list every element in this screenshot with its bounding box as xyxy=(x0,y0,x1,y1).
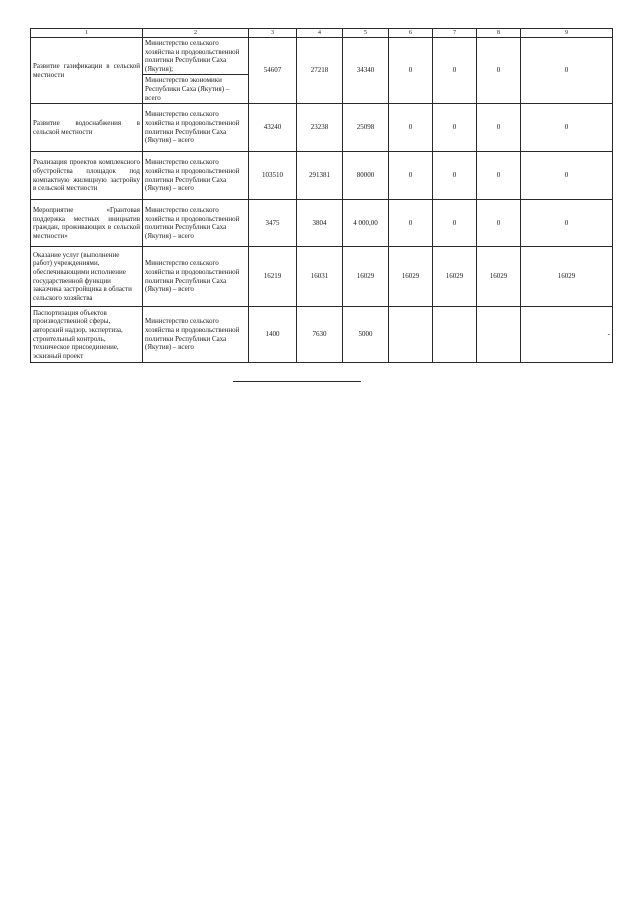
value-cell: 23238 xyxy=(297,104,343,152)
column-number-row xyxy=(31,29,613,38)
program-name-cell: Паспортизация объектов производственной сферы, авторский надзор, экспертиза, строительный контроль, техническое присоединение, эскизный проект xyxy=(31,307,143,363)
column-number: 4 xyxy=(297,29,343,38)
value-cell: 0 xyxy=(477,104,521,152)
column-number: 6 xyxy=(389,29,433,38)
value-cell xyxy=(389,307,433,363)
value-cell: 16029 xyxy=(389,247,433,307)
value-cell: 0 xyxy=(521,200,613,247)
executor-cell: Министерство экономики Республики Саха (Якутия) – всего xyxy=(143,75,249,104)
table-row xyxy=(31,104,613,152)
value-cell: 16029 xyxy=(343,247,389,307)
value-cell: 0 xyxy=(477,200,521,247)
executor-cell: Министерство сельского хозяйства и продовольственной политики Республики Саха (Якутия); xyxy=(143,38,249,75)
executor-cell: Министерство сельского хозяйства и продовольственной политики Республики Саха (Якутия) – всего xyxy=(143,307,249,363)
value-cell: 291381 xyxy=(297,152,343,200)
column-number: 1 xyxy=(31,29,143,38)
column-number: 3 xyxy=(249,29,297,38)
value-cell: 0 xyxy=(433,104,477,152)
value-cell: 34340 xyxy=(343,38,389,104)
table-row xyxy=(31,247,613,307)
executor-cell: Министерство сельского хозяйства и продовольственной политики Республики Саха (Якутия) – всего xyxy=(143,152,249,200)
program-name-cell: Реализация проектов комплексного обустройства площадок под компактную жилищную застройку в сельской местности xyxy=(31,152,143,200)
value-cell: 3475 xyxy=(249,200,297,247)
value-cell: - xyxy=(521,307,613,363)
value-cell: 0 xyxy=(389,200,433,247)
value-cell: 43240 xyxy=(249,104,297,152)
table-row xyxy=(31,152,613,200)
table-row xyxy=(31,38,613,75)
value-cell: 16029 xyxy=(477,247,521,307)
value-cell: 0 xyxy=(433,152,477,200)
value-cell: 103510 xyxy=(249,152,297,200)
value-cell: 27218 xyxy=(297,38,343,104)
value-cell: 0 xyxy=(389,152,433,200)
column-number: 2 xyxy=(143,29,249,38)
executor-cell: Министерство сельского хозяйства и продовольственной политики Республики Саха (Якутия) – всего xyxy=(143,104,249,152)
value-cell: 3804 xyxy=(297,200,343,247)
value-cell: 0 xyxy=(477,152,521,200)
value-cell: 7630 xyxy=(297,307,343,363)
value-cell: 16029 xyxy=(433,247,477,307)
executor-cell: Министерство сельского хозяйства и продовольственной политики Республики Саха (Якутия) – всего xyxy=(143,200,249,247)
executor-cell: Министерство сельского хозяйства и продовольственной политики Республики Саха (Якутия) – всего xyxy=(143,247,249,307)
column-number: 5 xyxy=(343,29,389,38)
value-cell: 0 xyxy=(521,104,613,152)
program-name-cell: Мероприятие «Грантовая поддержка местных инициатив граждан, проживающих в сельской местности» xyxy=(31,200,143,247)
closing-line xyxy=(233,381,361,382)
table-row xyxy=(31,307,613,363)
table-row xyxy=(31,200,613,247)
column-number: 9 xyxy=(521,29,613,38)
value-cell: 16219 xyxy=(249,247,297,307)
value-cell: 80000 xyxy=(343,152,389,200)
value-cell: 54607 xyxy=(249,38,297,104)
value-cell: 16029 xyxy=(521,247,613,307)
value-cell: 4 000,00 xyxy=(343,200,389,247)
value-cell: 0 xyxy=(433,200,477,247)
program-name-cell: Оказание услуг (выполнение работ) учреждениями, обеспечивающими исполнение государственной функции заказчика застройщика в области сельского хозяйства xyxy=(31,247,143,307)
column-number: 7 xyxy=(433,29,477,38)
value-cell: 0 xyxy=(389,38,433,104)
value-cell: 0 xyxy=(389,104,433,152)
value-cell xyxy=(433,307,477,363)
budget-table xyxy=(30,28,613,363)
value-cell: 0 xyxy=(477,38,521,104)
program-name-cell: Развитие газификации в сельской местности xyxy=(31,38,143,104)
value-cell: 1400 xyxy=(249,307,297,363)
value-cell: 16031 xyxy=(297,247,343,307)
value-cell: 25098 xyxy=(343,104,389,152)
value-cell: 0 xyxy=(521,152,613,200)
program-name-cell: Развитие водоснабжения в сельской местности xyxy=(31,104,143,152)
value-cell: 0 xyxy=(433,38,477,104)
value-cell: 0 xyxy=(521,38,613,104)
value-cell: 5000 xyxy=(343,307,389,363)
column-number: 8 xyxy=(477,29,521,38)
value-cell xyxy=(477,307,521,363)
